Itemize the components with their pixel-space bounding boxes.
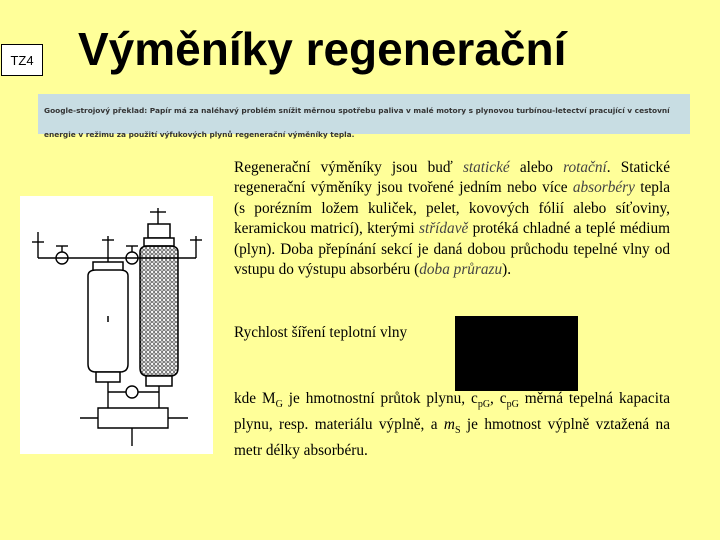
formula-image [455,316,578,391]
right-absorber [140,224,178,386]
wave-speed-label: Rychlost šíření teplotní vlny [234,324,408,341]
left-absorber [88,262,128,382]
regenerator-drawing [20,196,213,454]
bottom-piping [80,382,188,446]
definition-paragraph: kde $M_G$ je hmotnostní průtok plynu, $c_{pG}$, $c_{pG}$ měrná tepelná kapacita plynu, resp. materiálu výplně, a $m_S$ je hmotnost výplně vztažená na metr délky absorbéru. [234,390,670,460]
main-paragraph: Regenerační výměníky jsou buď statické alebo rotační. Statické regenerační výměníky jsou tvořené jedním nebo více absorbéry tepla (s porézním ložem kuliček, pelet, kovových fólií alebo síťoviny, keramickou matricí), kterými střídavě protéká chladné a teplé médium (plyn). Doba přepínání sekcí je daná dobou průchodu tepelné vlny od vstupu do výstupu absorbéru (doba průrazu). [234,159,670,279]
page-title: Výměníky regenerační [78,23,567,75]
slide-badge: TZ4 [1,44,43,76]
translation-banner: Google-strojový překlad: Papír má za naléhavý problém snížit měrnou spotřebu paliva v malé motory s plynovou turbínou-letectví pracující v cestovní energie v režimu za použití výfukových plynů regenerační výměníky tepla. [38,94,690,134]
regenerator-illustration [20,196,213,454]
